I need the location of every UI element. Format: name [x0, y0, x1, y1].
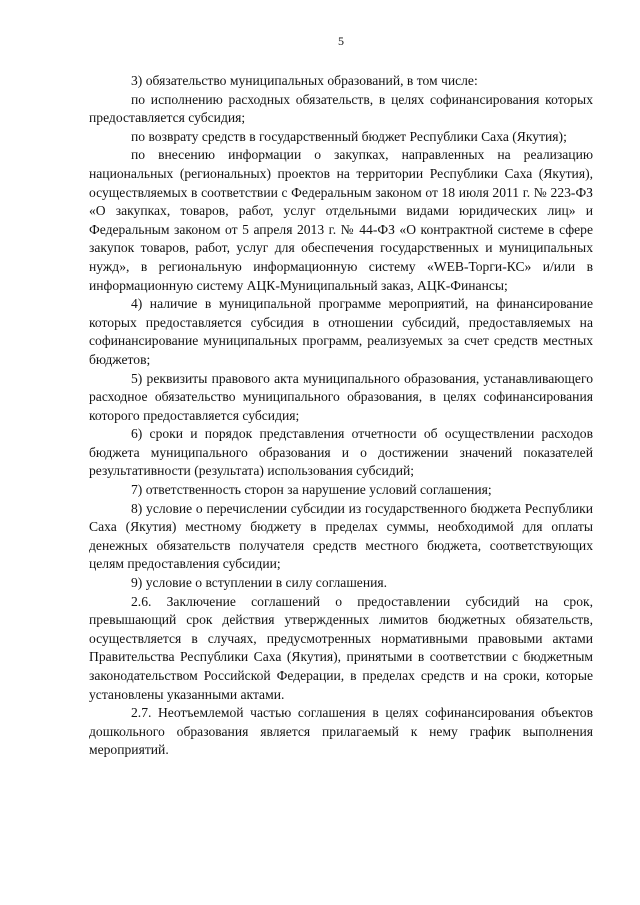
paragraph-item-8: 8) условие о перечислении субсидии из государственного бюджета Республики Саха (Якутия) местному бюджету в пределах суммы, необходимой для оплаты денежных обязательств получателя средств местного бюджета, соответствующих целям предоставления субсидии; [89, 500, 593, 572]
paragraph-procurement-info: по внесению информации о закупках, направленных на реализацию национальных (региональных) проектов на территории Республики Саха (Якутия), осуществляемых в соответствии с Федеральным законом от 18 июля 2011 г. № 223-ФЗ «О закупках, товаров, работ, услуг отдельными видами юридических лиц» и Федеральным законом от 5 апреля 2013 г. № 44-ФЗ «О контрактной системе в сфере закупок товаров, работ, услуг для обеспечения государственных и муниципальных нужд», в региональную информационную систему «WEB-Торги-КС» и/или в информационную систему АЦК-Муниципальный заказ, АЦК-Финансы; [89, 147, 593, 293]
paragraph-item-9: 9) условие о вступлении в силу соглашения. [131, 575, 388, 591]
paragraph-2-6: 2.6. Заключение соглашений о предоставлении субсидий на срок, превышающий срок действия утвержденных лимитов бюджетных обязательств, осуществляется в случаях, предусмотренных нормативными правовыми актами Правительства Республики Саха (Якутия), принятыми в соответствии с бюджетным законодательством Российской Федерации, в пределах средств и на сроки, которые установлены указанными актами. [89, 593, 593, 702]
paragraph-item-4: 4) наличие в муниципальной программе мероприятий, на финансирование которых предоставляется субсидия в отношении субсидий, предоставляемых на софинансирование муниципальных программ, реализуемых за счет средств местных бюджетов; [89, 296, 593, 367]
paragraph-expenditure-obligations: по исполнению расходных обязательств, в целях софинансирования которых предоставляется субсидия; [89, 91, 593, 126]
paragraph-item-6: 6) сроки и порядок представления отчетности об осуществлении расходов бюджета муниципального образования и о достижении значений показателей результативности (результата) использования субсидий; [89, 426, 593, 479]
paragraph-item-5: 5) реквизиты правового акта муниципального образования, устанавливающего расходное обязательство муниципального образования, в целях софинансирования которого предоставляется субсидия; [89, 370, 593, 423]
paragraph-item-7: 7) ответственность сторон за нарушение условий соглашения; [131, 482, 492, 498]
page-number: 5 [338, 34, 344, 48]
paragraph-2-7: 2.7. Неотъемлемой частью соглашения в целях софинансирования объектов дошкольного образования является прилагаемый к нему график выполнения мероприятий. [89, 705, 593, 758]
paragraph-item-3: 3) обязательство муниципальных образований, в том числе: [131, 73, 478, 88]
paragraph-refund: по возврату средств в государственный бюджет Республики Саха (Якутия); [131, 128, 567, 144]
